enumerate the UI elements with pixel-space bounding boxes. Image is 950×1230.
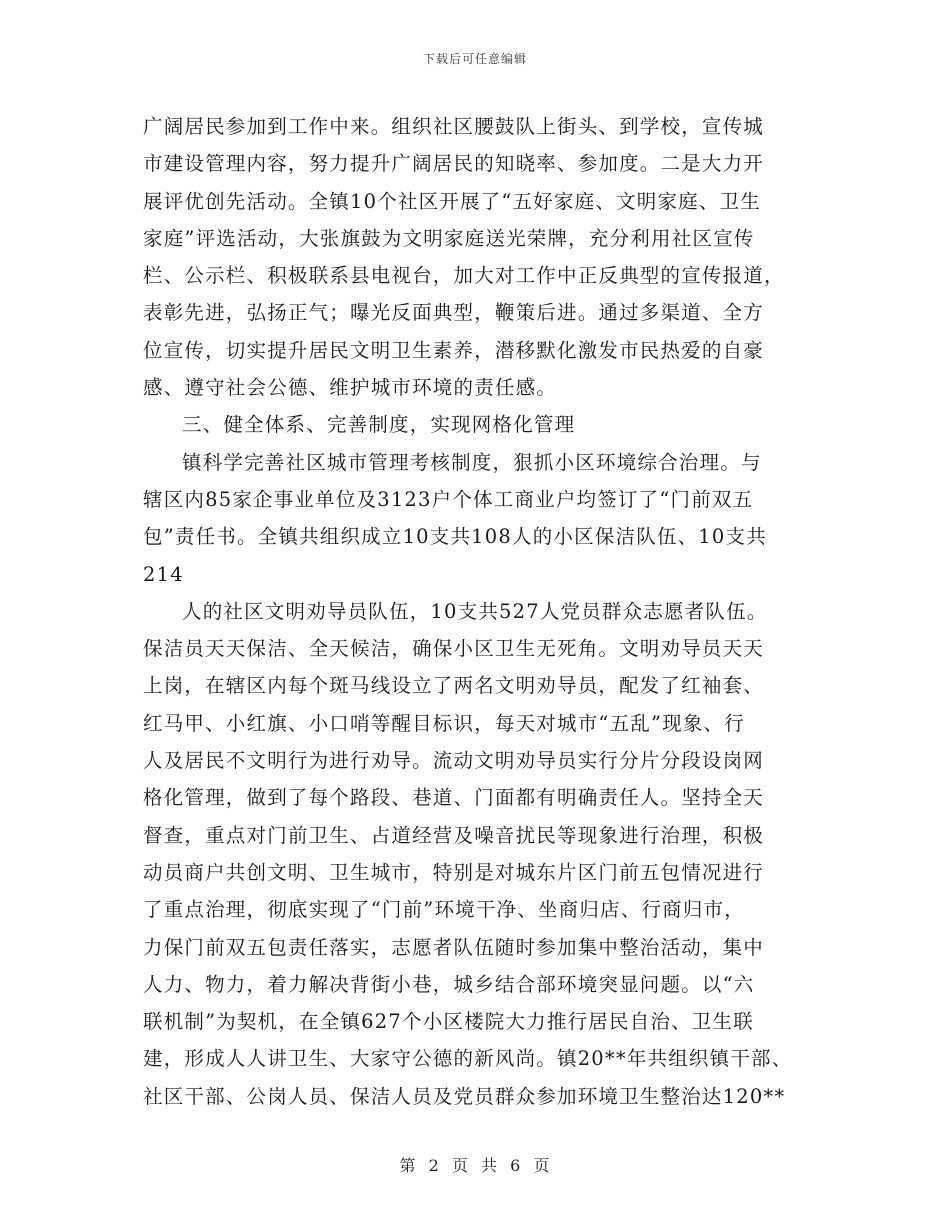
text-line: 广阔居民参加到工作中来。组织社区腰鼓队上街头、到学校，宣传城 — [143, 115, 765, 138]
text-line: 督查，重点对门前卫生、占道经营及噪音扰民等现象进行治理，积极 — [143, 823, 765, 847]
text-line: 家庭”评选活动，大张旗鼓为文明家庭送光荣牌，充分利用社区宣传 — [143, 226, 755, 250]
footer-prefix: 第 — [399, 1156, 417, 1175]
text-line: 位宣传，切实提升居民文明卫生素养，潜移默化激发市民热爱的自豪 — [143, 338, 765, 362]
page-number-footer — [0, 1153, 950, 1176]
footer-suffix: 页 — [533, 1156, 551, 1175]
text-line: 动员商户共创文明、卫生城市，特别是对城东片区门前五包情况进行 — [143, 860, 765, 884]
text-line: 214 — [143, 562, 184, 586]
text-line: 栏、公示栏、积极联系县电视台，加大对工作中正反典型的宣传报道， — [143, 264, 785, 288]
text-line: 保洁员天天保洁、全天候洁，确保小区卫生无死角。文明劝导员天天 — [143, 637, 765, 661]
text-line: 社区干部、公岗人员、保洁人员及党员群众参加环境卫生整治达120** — [143, 1084, 786, 1108]
text-line: 人力、物力，着力解决背街小巷，城乡结合部环境突显问题。以“六 — [143, 972, 755, 996]
text-line: 建，形成人人讲卫生、大家守公德的新风尚。镇20**年共组织镇干部、 — [143, 1047, 793, 1071]
document-body — [143, 108, 815, 1115]
text-line: 辖区内85家企事业单位及3123户个体工商业户均签订了“门前双五 — [143, 487, 754, 511]
text-line: 联机制”为契机，在全镇627个小区楼院大力推行居民自治、卫生联 — [143, 1010, 754, 1034]
text-line: 红马甲、小红旗、小口哨等醒目标识，每天对城市“五乱”现象、行 — [143, 711, 745, 735]
footer-total-word: 共 — [481, 1156, 499, 1175]
text-line: 市建设管理内容，努力提升广阔居民的知晓率、参加度。二是大力开 — [143, 152, 765, 176]
section-heading: 三、健全体系、完善制度，实现网格化管理 — [182, 413, 576, 437]
footer-page-word: 页 — [451, 1156, 469, 1175]
total-page-count: 6 — [510, 1156, 522, 1175]
text-line: 上岗，在辖区内每个斑马线设立了两名文明劝导员，配发了红袖套、 — [143, 674, 765, 698]
text-line: 展评优创先活动。全镇10个社区开展了“五好家庭、文明家庭、卫生 — [143, 189, 761, 213]
text-line: 了重点治理，彻底实现了“门前”环境干净、坐商归店、行商归市， — [143, 898, 745, 922]
paragraph-start-line: 人的社区文明劝导员队伍，10支共527人党员群众志愿者队伍。 — [182, 599, 768, 623]
text-line: 人及居民不文明行为进行劝导。流动文明劝导员实行分片分段设岗网 — [143, 749, 765, 773]
text-line: 包”责任书。全镇共组织成立10支共108人的小区保洁队伍、10支共 — [143, 525, 767, 549]
current-page-number: 2 — [428, 1156, 440, 1175]
text-line: 感、遵守社会公德、维护城市环境的责任感。 — [143, 376, 558, 400]
text-line: 力保门前双五包责任落实，志愿者队伍随时参加集中整治活动，集中 — [143, 935, 765, 959]
paragraph-start-line: 镇科学完善社区城市管理考核制度，狠抓小区环境综合治理。与 — [182, 450, 762, 474]
page-header-note: 下载后可任意编辑 — [422, 52, 527, 66]
text-line: 表彰先进，弘扬正气；曝光反面典型，鞭策后进。通过多渠道、全方 — [143, 301, 765, 325]
text-line: 格化管理，做到了每个路段、巷道、门面都有明确责任人。坚持全天 — [143, 786, 765, 810]
